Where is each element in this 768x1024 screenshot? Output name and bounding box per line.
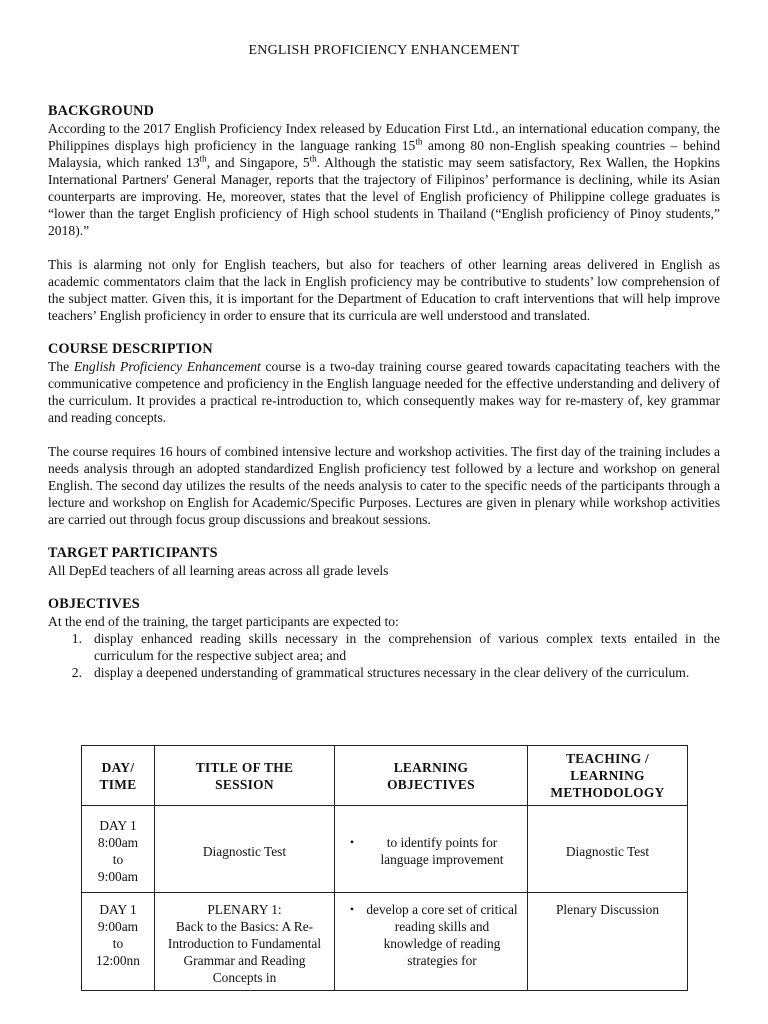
cell-text: Plenary Discussion: [555, 902, 660, 917]
header-learning-objectives: [335, 746, 528, 806]
bullet-item: [339, 834, 523, 868]
target-participants-heading: TARGET PARTICIPANTS: [48, 545, 218, 561]
header-day-time: [82, 746, 155, 806]
background-p1-part-b: among 80 non-English speaking countries – behind Malaysia, which ranked 13: [48, 138, 721, 170]
bullet-item: [339, 901, 523, 969]
list-item: [48, 664, 720, 681]
cell-day-time: [82, 893, 155, 991]
header-text: OBJECTIVES: [387, 776, 475, 792]
header-text: METHODOLOGY: [550, 785, 665, 800]
ordinal-suffix: th: [415, 136, 423, 147]
cell-learning-objective: [335, 806, 528, 893]
list-text: display a deepened understanding of grammatical structures necessary in the clear delivery of the curriculum.: [94, 665, 690, 680]
course-description-heading: COURSE DESCRIPTION: [48, 341, 213, 357]
ordinal-suffix: th: [309, 153, 317, 164]
header-text: TIME: [99, 776, 137, 792]
cell-text: Diagnostic Test: [565, 843, 650, 859]
header-text: TEACHING /: [566, 751, 649, 766]
cell-text: DAY 1: [99, 818, 137, 833]
cell-text: 9:00am: [97, 869, 139, 884]
background-heading: BACKGROUND: [48, 103, 155, 119]
cell-methodology: [528, 893, 688, 991]
header-text: LEARNING: [393, 759, 469, 775]
cell-text: develop a core set of critical reading skills and knowledge of reading strategies for: [366, 902, 518, 968]
header-methodology: [528, 746, 688, 806]
background-paragraph-2: This is alarming not only for English teachers, but also for teachers of other learning areas delivered in English as academic commentators claim that the lack in English proficiency may be contributive to students’ low comprehension of the subject matter. Given this, it is important for the Department of Education to craft interventions that will help improve teachers’ English proficiency in order to ensure that its curricula are well understood and translated.: [48, 257, 720, 323]
background-p1-part-d: . Although the statistic may seem satisfactory, Rex Wallen, the Hopkins International Partners' General Manager, reports that the trajectory of Filipinos’ performance is declining, while its Asian counterparts are improving. He, moreover, states that the level of English proficiency of Philippine college graduates is “lower than the target English proficiency of High school students in Thailand (“English proficiency of Pinoy students,” 2018).”: [48, 155, 720, 238]
cell-text: Diagnostic Test: [202, 843, 287, 859]
cell-text: 8:00am: [97, 835, 139, 850]
header-text: LEARNING: [570, 768, 645, 783]
cell-text: to: [112, 852, 124, 867]
course-description-paragraph-2: The course requires 16 hours of combined intensive lecture and workshop activities. The first day of the training includes a needs analysis through an adopted standardized English proficiency test followed by a lecture and workshop on general English. The second day utilizes the results of the needs analysis to cater to the specific needs of the participants through a lecture and workshop on English for Academic/Specific Purposes. Lectures are given in plenary while workshop activities are carried out through focus group discussions and breakout sessions.: [48, 444, 720, 527]
course-desc-p1-pre: The: [48, 359, 74, 374]
cell-text: 9:00am: [97, 919, 139, 934]
list-item: [48, 630, 720, 664]
target-participants-text: All DepEd teachers of all learning areas across all grade levels: [48, 563, 389, 578]
ordinal-suffix: th: [199, 153, 207, 164]
bullet-icon: •: [349, 902, 355, 916]
cell-session-title: [155, 806, 335, 893]
list-number: 2.: [71, 665, 82, 680]
background-p1-part-a: According to the 2017 English Proficiency Index released by Education First Ltd., an international education company, the Philippines displays high proficiency in the language ranking 15: [48, 121, 720, 153]
sessions-table: [81, 745, 688, 991]
table-row: [82, 806, 688, 893]
cell-text: PLENARY 1:: [207, 902, 282, 917]
list-text: display enhanced reading skills necessary in the comprehension of various complex texts entailed in the curriculum for the respective subject area; and: [94, 631, 720, 663]
cell-day-time: [82, 806, 155, 893]
course-desc-p1-post: course is a two-day training course geared towards capacitating teachers with the communicative competence and proficiency in the English language needed for the effective understanding and delivery of the curriculum. It provides a practical re-introduction to, which consequently makes way for re-mastery of, key grammar and reading concepts.: [48, 359, 720, 425]
course-description-paragraph-1: [48, 358, 720, 426]
header-text: TITLE OF THE: [195, 759, 294, 775]
table-row: [82, 893, 688, 991]
cell-text: DAY 1: [99, 902, 137, 917]
header-session-title: [155, 746, 335, 806]
cell-methodology: [528, 806, 688, 893]
cell-text: 12:00nn: [96, 953, 140, 968]
document-title: ENGLISH PROFICIENCY ENHANCEMENT: [248, 43, 520, 58]
header-text: SESSION: [215, 776, 274, 792]
objectives-intro: At the end of the training, the target participants are expected to:: [48, 614, 399, 629]
table-header-row: [82, 746, 688, 806]
objectives-list: [48, 630, 720, 681]
bullet-icon: •: [349, 835, 355, 849]
header-text: DAY/: [101, 759, 135, 775]
cell-text: to: [112, 936, 124, 951]
cell-learning-objective: [335, 893, 528, 991]
background-p1-part-c: , and Singapore, 5: [206, 155, 310, 170]
cell-text: Back to the Basics: A Re-Introduction to Fundamental Grammar and Reading Concepts in: [167, 919, 322, 985]
background-paragraph-1: [48, 120, 720, 239]
course-name-emphasis: English Proficiency Enhancement: [73, 359, 261, 374]
objectives-heading: OBJECTIVES: [48, 596, 140, 612]
cell-text: to identify points for language improvement: [380, 835, 504, 867]
cell-session-title: [155, 893, 335, 991]
list-number: 1.: [71, 631, 82, 646]
